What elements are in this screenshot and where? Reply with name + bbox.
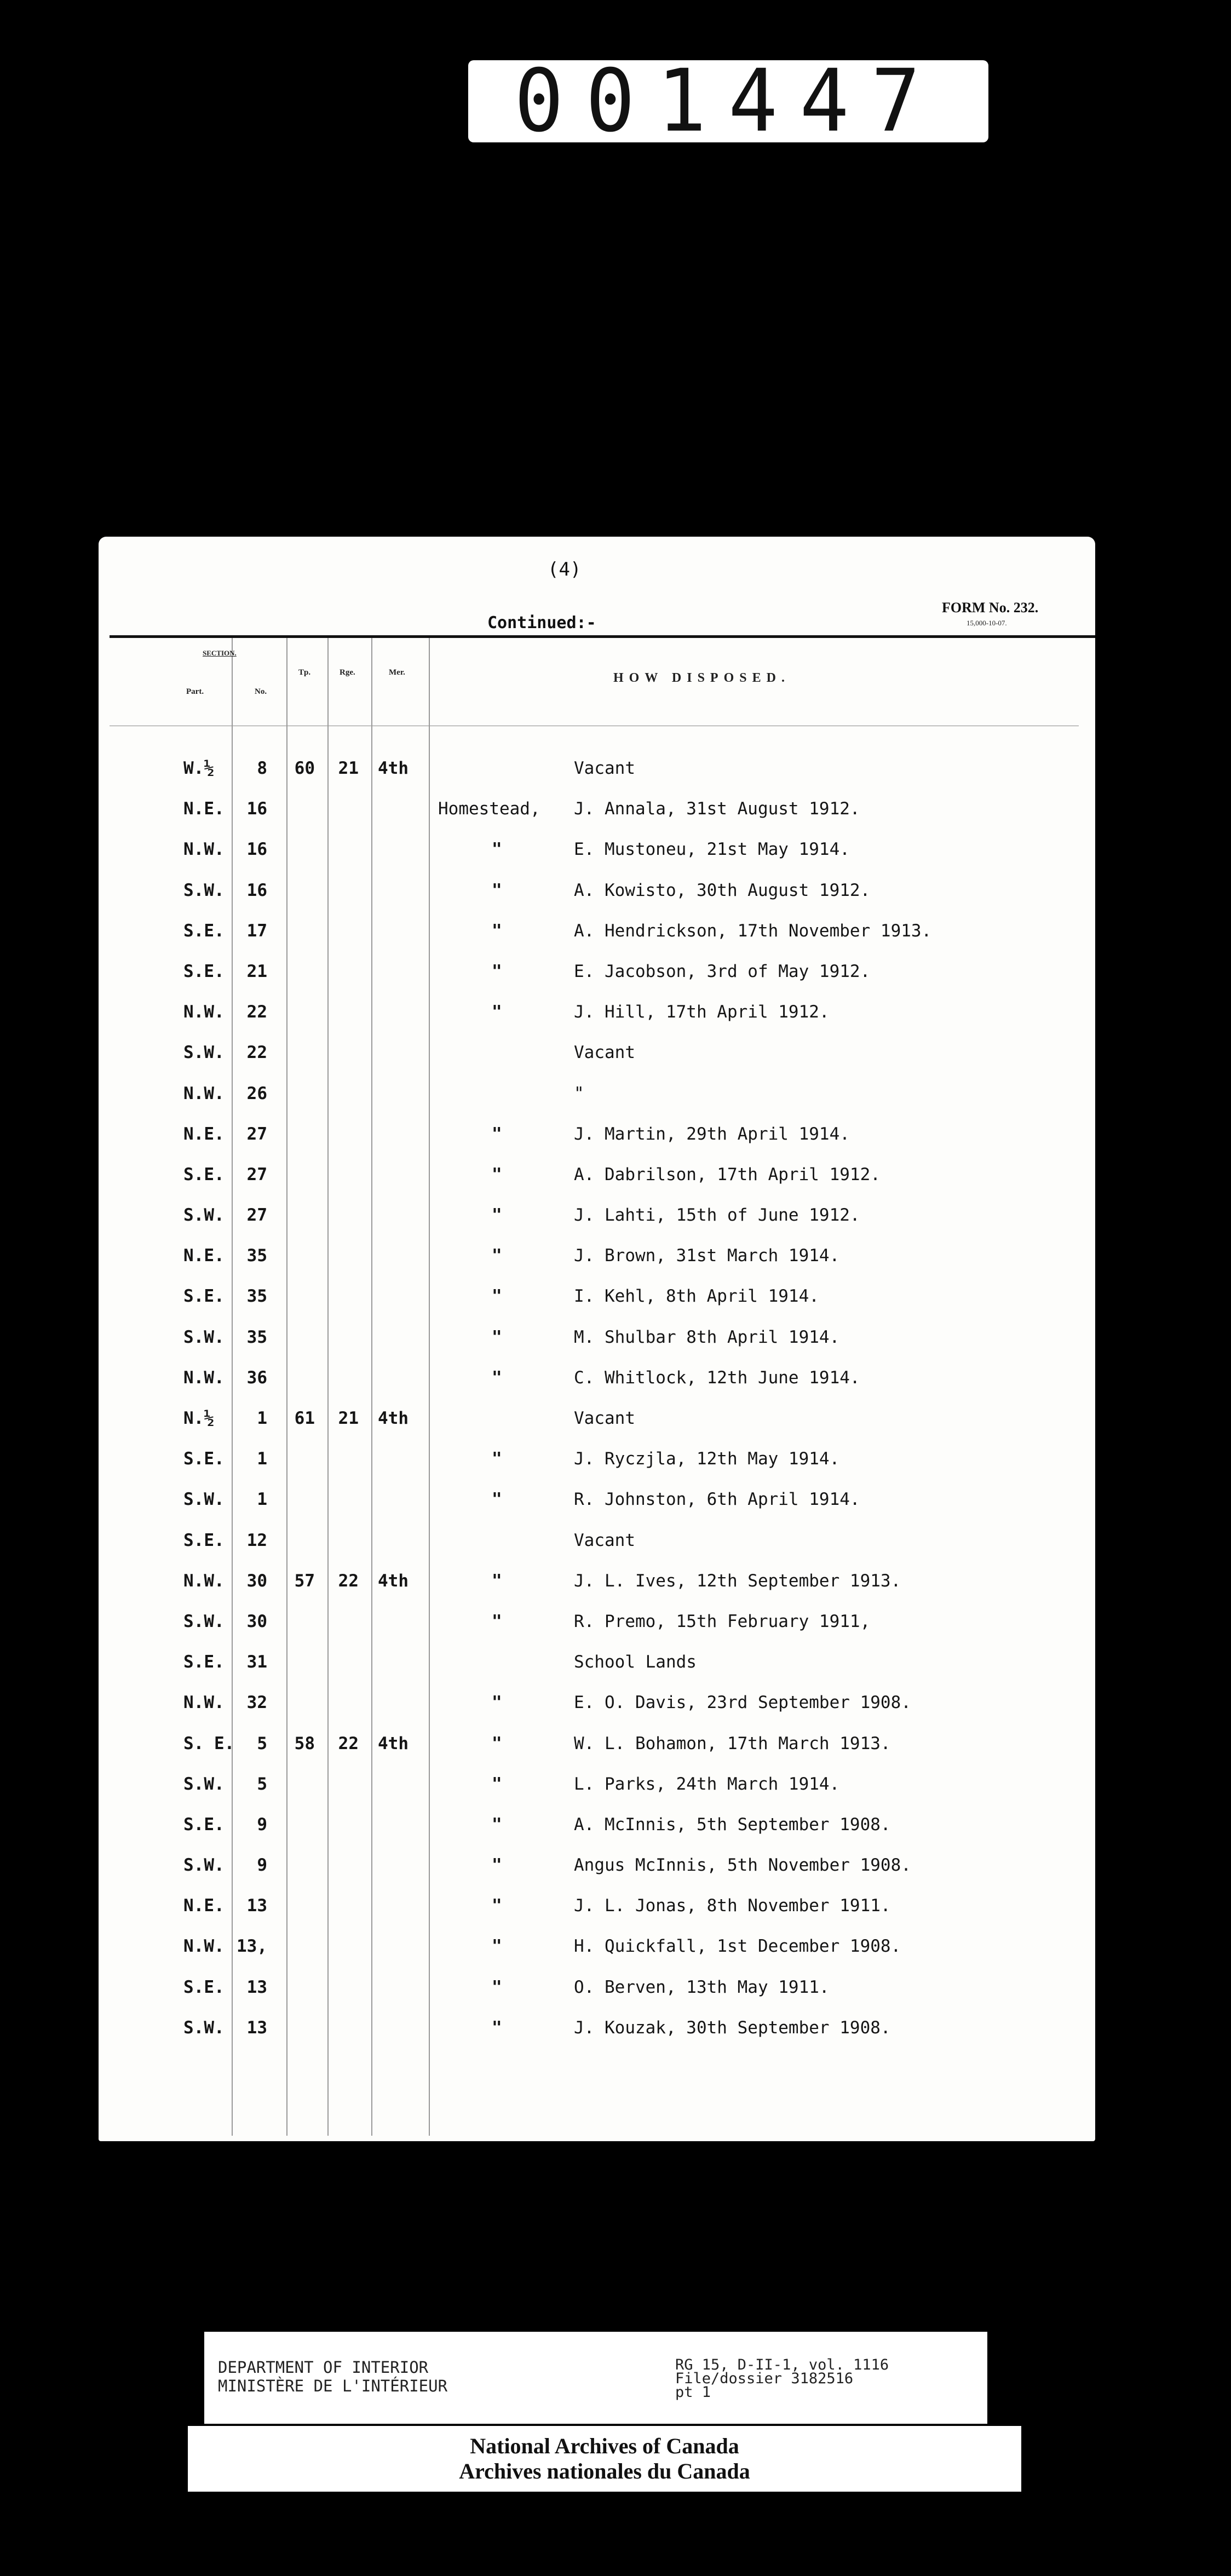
cell-ditto-mark: " (492, 1246, 502, 1266)
cell-how-disposed: School Lands (574, 1652, 697, 1672)
reference-label (204, 2332, 987, 2424)
ledger-row (99, 758, 1095, 799)
cell-section-no: 35 (246, 1246, 267, 1266)
cell-ditto-mark: " (492, 1124, 502, 1144)
header-how-disposed: HOW DISPOSED. (613, 671, 790, 685)
cell-meridian: 4th (378, 758, 409, 778)
cell-ditto-mark: " (492, 1490, 502, 1510)
cell-how-disposed: A. Kowisto, 30th August 1912. (574, 880, 871, 900)
cell-how-disposed: J. Hill, 17th April 1912. (574, 1002, 830, 1022)
ledger-row (99, 1084, 1095, 1124)
cell-meridian: 4th (378, 1733, 409, 1753)
cell-part: S.E. (183, 921, 225, 941)
cell-section-no: 27 (246, 1124, 267, 1144)
ledger-row (99, 1936, 1095, 1977)
cell-part: S.W. (183, 1611, 225, 1631)
ledger-row (99, 1652, 1095, 1693)
cell-range: 22 (338, 1571, 359, 1591)
cell-ditto-mark: " (492, 1002, 502, 1022)
cell-township: 58 (294, 1733, 315, 1753)
cell-section-no: 13, (237, 1936, 267, 1957)
cell-part: N.W. (183, 1936, 225, 1957)
reference-line-1: RG 15, D-II-1, vol. 1116 (675, 2356, 889, 2373)
cell-how-disposed: C. Whitlock, 12th June 1914. (574, 1367, 860, 1388)
cell-ditto-mark: " (492, 1164, 502, 1185)
cell-section-no: 17 (246, 921, 267, 941)
cell-how-disposed: E. Mustoneu, 21st May 1914. (574, 840, 850, 860)
cell-part: S.E. (183, 1652, 225, 1672)
header-tp: Tp. (298, 668, 311, 677)
cell-section-no: 8 (257, 758, 267, 778)
cell-how-disposed: Vacant (574, 758, 635, 778)
cell-part: N.W. (183, 1571, 225, 1591)
cell-section-no: 36 (246, 1367, 267, 1388)
cell-ditto-mark: " (492, 1571, 502, 1591)
cell-part: N.W. (183, 1002, 225, 1022)
stamp-number-text: 001447 (514, 51, 942, 152)
ledger-row (99, 1855, 1095, 1896)
ledger-row (99, 1977, 1095, 2018)
cell-section-no: 1 (257, 1490, 267, 1510)
cell-how-disposed: E. O. Davis, 23rd September 1908. (574, 1693, 911, 1713)
cell-ditto-mark: " (492, 1896, 502, 1916)
ledger-row (99, 1734, 1095, 1774)
department-fr: MINISTÈRE DE L'INTÉRIEUR (218, 2377, 448, 2395)
cell-part: S.W. (183, 1855, 225, 1876)
cell-section-no: 13 (246, 1896, 267, 1916)
cell-part: S.W. (183, 1327, 225, 1347)
cell-ditto-mark: " (492, 1327, 502, 1347)
cell-part: S.E. (183, 1164, 225, 1185)
cell-section-no: 16 (246, 799, 267, 819)
ledger-row (99, 1286, 1095, 1327)
archives-banner (188, 2426, 1021, 2492)
cell-section-no: 31 (246, 1652, 267, 1672)
ledger-page (99, 537, 1095, 2141)
cell-section-no: 35 (246, 1327, 267, 1347)
cell-how-disposed: R. Premo, 15th February 1911, (574, 1611, 871, 1631)
cell-how-disposed: I. Kehl, 8th April 1914. (574, 1286, 819, 1307)
ledger-row (99, 1205, 1095, 1246)
department-en: DEPARTMENT OF INTERIOR (218, 2358, 429, 2377)
cell-how-disposed: J. Martin, 29th April 1914. (574, 1124, 850, 1144)
cell-how-disposed: Vacant (574, 1530, 635, 1550)
cell-how-disposed: J. Annala, 31st August 1912. (574, 799, 860, 819)
cell-disposition-type: Homestead, (438, 799, 540, 819)
cell-part: S.W. (183, 1490, 225, 1510)
cell-part: S. E. (183, 1733, 235, 1753)
cell-section-no: 5 (257, 1774, 267, 1794)
cell-how-disposed: " (574, 1083, 584, 1103)
cell-section-no: 32 (246, 1693, 267, 1713)
cell-ditto-mark: " (492, 880, 502, 900)
archives-name-fr: Archives nationales du Canada (459, 2459, 750, 2483)
cell-part: S.W. (183, 1774, 225, 1794)
header-rge: Rge. (340, 668, 355, 677)
header-section: SECTION. (203, 649, 237, 657)
cell-how-disposed: Vacant (574, 1043, 635, 1063)
cell-part: N.W. (183, 1367, 225, 1388)
cell-section-no: 35 (246, 1286, 267, 1307)
ledger-row (99, 1246, 1095, 1286)
ledger-row (99, 1571, 1095, 1612)
form-code: 15,000-10-07. (967, 619, 1007, 627)
cell-section-no: 12 (246, 1530, 267, 1550)
cell-ditto-mark: " (492, 1855, 502, 1876)
cell-range: 21 (338, 1408, 359, 1428)
cell-how-disposed: J. Brown, 31st March 1914. (574, 1246, 840, 1266)
ledger-row (99, 2018, 1095, 2058)
archives-name-en: National Archives of Canada (470, 2434, 739, 2458)
form-number: FORM No. 232. (942, 600, 1039, 616)
cell-ditto-mark: " (492, 1774, 502, 1794)
ledger-row (99, 1531, 1095, 1571)
ledger-row (99, 1774, 1095, 1815)
reference-line-3: pt 1 (675, 2384, 711, 2401)
cell-how-disposed: A. Dabrilson, 17th April 1912. (574, 1164, 881, 1185)
ledger-row (99, 1002, 1095, 1043)
ledger-row (99, 1327, 1095, 1368)
cell-part: N.E. (183, 1124, 225, 1144)
cell-ditto-mark: " (492, 1936, 502, 1957)
cell-section-no: 30 (246, 1571, 267, 1591)
cell-part: N.W. (183, 1693, 225, 1713)
cell-section-no: 1 (257, 1408, 267, 1428)
cell-how-disposed: E. Jacobson, 3rd of May 1912. (574, 961, 871, 981)
ledger-row (99, 1612, 1095, 1652)
ledger-row (99, 1408, 1095, 1449)
cell-how-disposed: Vacant (574, 1408, 635, 1428)
ledger-row (99, 1043, 1095, 1083)
cell-section-no: 16 (246, 840, 267, 860)
ledger-row (99, 962, 1095, 1002)
archive-stamp-number (468, 51, 988, 152)
cell-ditto-mark: " (492, 1611, 502, 1631)
page-number: (4) (548, 559, 582, 580)
cell-part: S.E. (183, 1814, 225, 1835)
ledger-row (99, 1896, 1095, 1936)
cell-section-no: 5 (257, 1733, 267, 1753)
cell-ditto-mark: " (492, 1693, 502, 1713)
cell-how-disposed: R. Johnston, 6th April 1914. (574, 1490, 860, 1510)
cell-how-disposed: H. Quickfall, 1st December 1908. (574, 1936, 901, 1957)
cell-part: N.E. (183, 1896, 225, 1916)
cell-part: S.E. (183, 1286, 225, 1307)
header-no: No. (255, 687, 267, 696)
cell-section-no: 9 (257, 1814, 267, 1835)
cell-range: 22 (338, 1733, 359, 1753)
cell-how-disposed: A. Hendrickson, 17th November 1913. (574, 921, 932, 941)
reference-line-2: File/dossier 3182516 (675, 2370, 854, 2387)
cell-part: S.W. (183, 2017, 225, 2038)
cell-part: S.W. (183, 1205, 225, 1226)
ledger-row (99, 1124, 1095, 1165)
ledger-rows (99, 758, 1095, 2058)
ledger-row (99, 1165, 1095, 1205)
cell-ditto-mark: " (492, 1977, 502, 1997)
cell-section-no: 22 (246, 1043, 267, 1063)
cell-ditto-mark: " (492, 1367, 502, 1388)
cell-how-disposed: J. Ryczjla, 12th May 1914. (574, 1449, 840, 1469)
cell-section-no: 26 (246, 1083, 267, 1103)
header-mer: Mer. (389, 668, 405, 677)
cell-part: N.½ (183, 1408, 214, 1428)
cell-range: 21 (338, 758, 359, 778)
cell-ditto-mark: " (492, 1205, 502, 1226)
cell-ditto-mark: " (492, 2017, 502, 2038)
cell-ditto-mark: " (492, 840, 502, 860)
ledger-row (99, 1815, 1095, 1855)
cell-meridian: 4th (378, 1408, 409, 1428)
cell-ditto-mark: " (492, 921, 502, 941)
cell-how-disposed: Angus McInnis, 5th November 1908. (574, 1855, 911, 1876)
ledger-row (99, 799, 1095, 840)
cell-section-no: 9 (257, 1855, 267, 1876)
cell-part: S.E. (183, 1449, 225, 1469)
cell-section-no: 1 (257, 1449, 267, 1469)
cell-how-disposed: J. Kouzak, 30th September 1908. (574, 2017, 891, 2038)
cell-section-no: 13 (246, 2017, 267, 2038)
cell-how-disposed: A. McInnis, 5th September 1908. (574, 1814, 891, 1835)
cell-ditto-mark: " (492, 1449, 502, 1469)
cell-section-no: 13 (246, 1977, 267, 1997)
cell-part: N.E. (183, 799, 225, 819)
cell-part: S.W. (183, 1043, 225, 1063)
cell-part: S.E. (183, 961, 225, 981)
cell-section-no: 30 (246, 1611, 267, 1631)
cell-part: N.E. (183, 1246, 225, 1266)
reference-block (675, 2358, 889, 2399)
cell-how-disposed: J. Lahti, 15th of June 1912. (574, 1205, 860, 1226)
cell-part: S.W. (183, 880, 225, 900)
cell-ditto-mark: " (492, 1814, 502, 1835)
cell-ditto-mark: " (492, 1733, 502, 1753)
cell-ditto-mark: " (492, 1286, 502, 1307)
cell-township: 60 (294, 758, 315, 778)
cell-township: 57 (294, 1571, 315, 1591)
cell-section-no: 27 (246, 1205, 267, 1226)
ledger-row (99, 921, 1095, 962)
cell-section-no: 16 (246, 880, 267, 900)
department-block (218, 2358, 447, 2395)
cell-how-disposed: L. Parks, 24th March 1914. (574, 1774, 840, 1794)
cell-how-disposed: W. L. Bohamon, 17th March 1913. (574, 1733, 891, 1753)
cell-how-disposed: J. L. Jonas, 8th November 1911. (574, 1896, 891, 1916)
ledger-row (99, 1368, 1095, 1408)
header-top-rule (110, 635, 1095, 638)
cell-part: W.½ (183, 758, 214, 778)
cell-township: 61 (294, 1408, 315, 1428)
ledger-row (99, 881, 1095, 921)
cell-how-disposed: O. Berven, 13th May 1911. (574, 1977, 830, 1997)
cell-section-no: 22 (246, 1002, 267, 1022)
ledger-row (99, 1490, 1095, 1530)
header-part: Part. (186, 687, 204, 696)
cell-meridian: 4th (378, 1571, 409, 1591)
cell-ditto-mark: " (492, 961, 502, 981)
continued-label: Continued:- (487, 613, 596, 633)
ledger-row (99, 840, 1095, 880)
cell-part: S.E. (183, 1977, 225, 1997)
cell-part: S.E. (183, 1530, 225, 1550)
ledger-row (99, 1449, 1095, 1490)
cell-section-no: 21 (246, 961, 267, 981)
cell-part: N.W. (183, 1083, 225, 1103)
cell-how-disposed: J. L. Ives, 12th September 1913. (574, 1571, 901, 1591)
cell-section-no: 27 (246, 1164, 267, 1185)
cell-how-disposed: M. Shulbar 8th April 1914. (574, 1327, 840, 1347)
ledger-row (99, 1693, 1095, 1733)
cell-part: N.W. (183, 840, 225, 860)
